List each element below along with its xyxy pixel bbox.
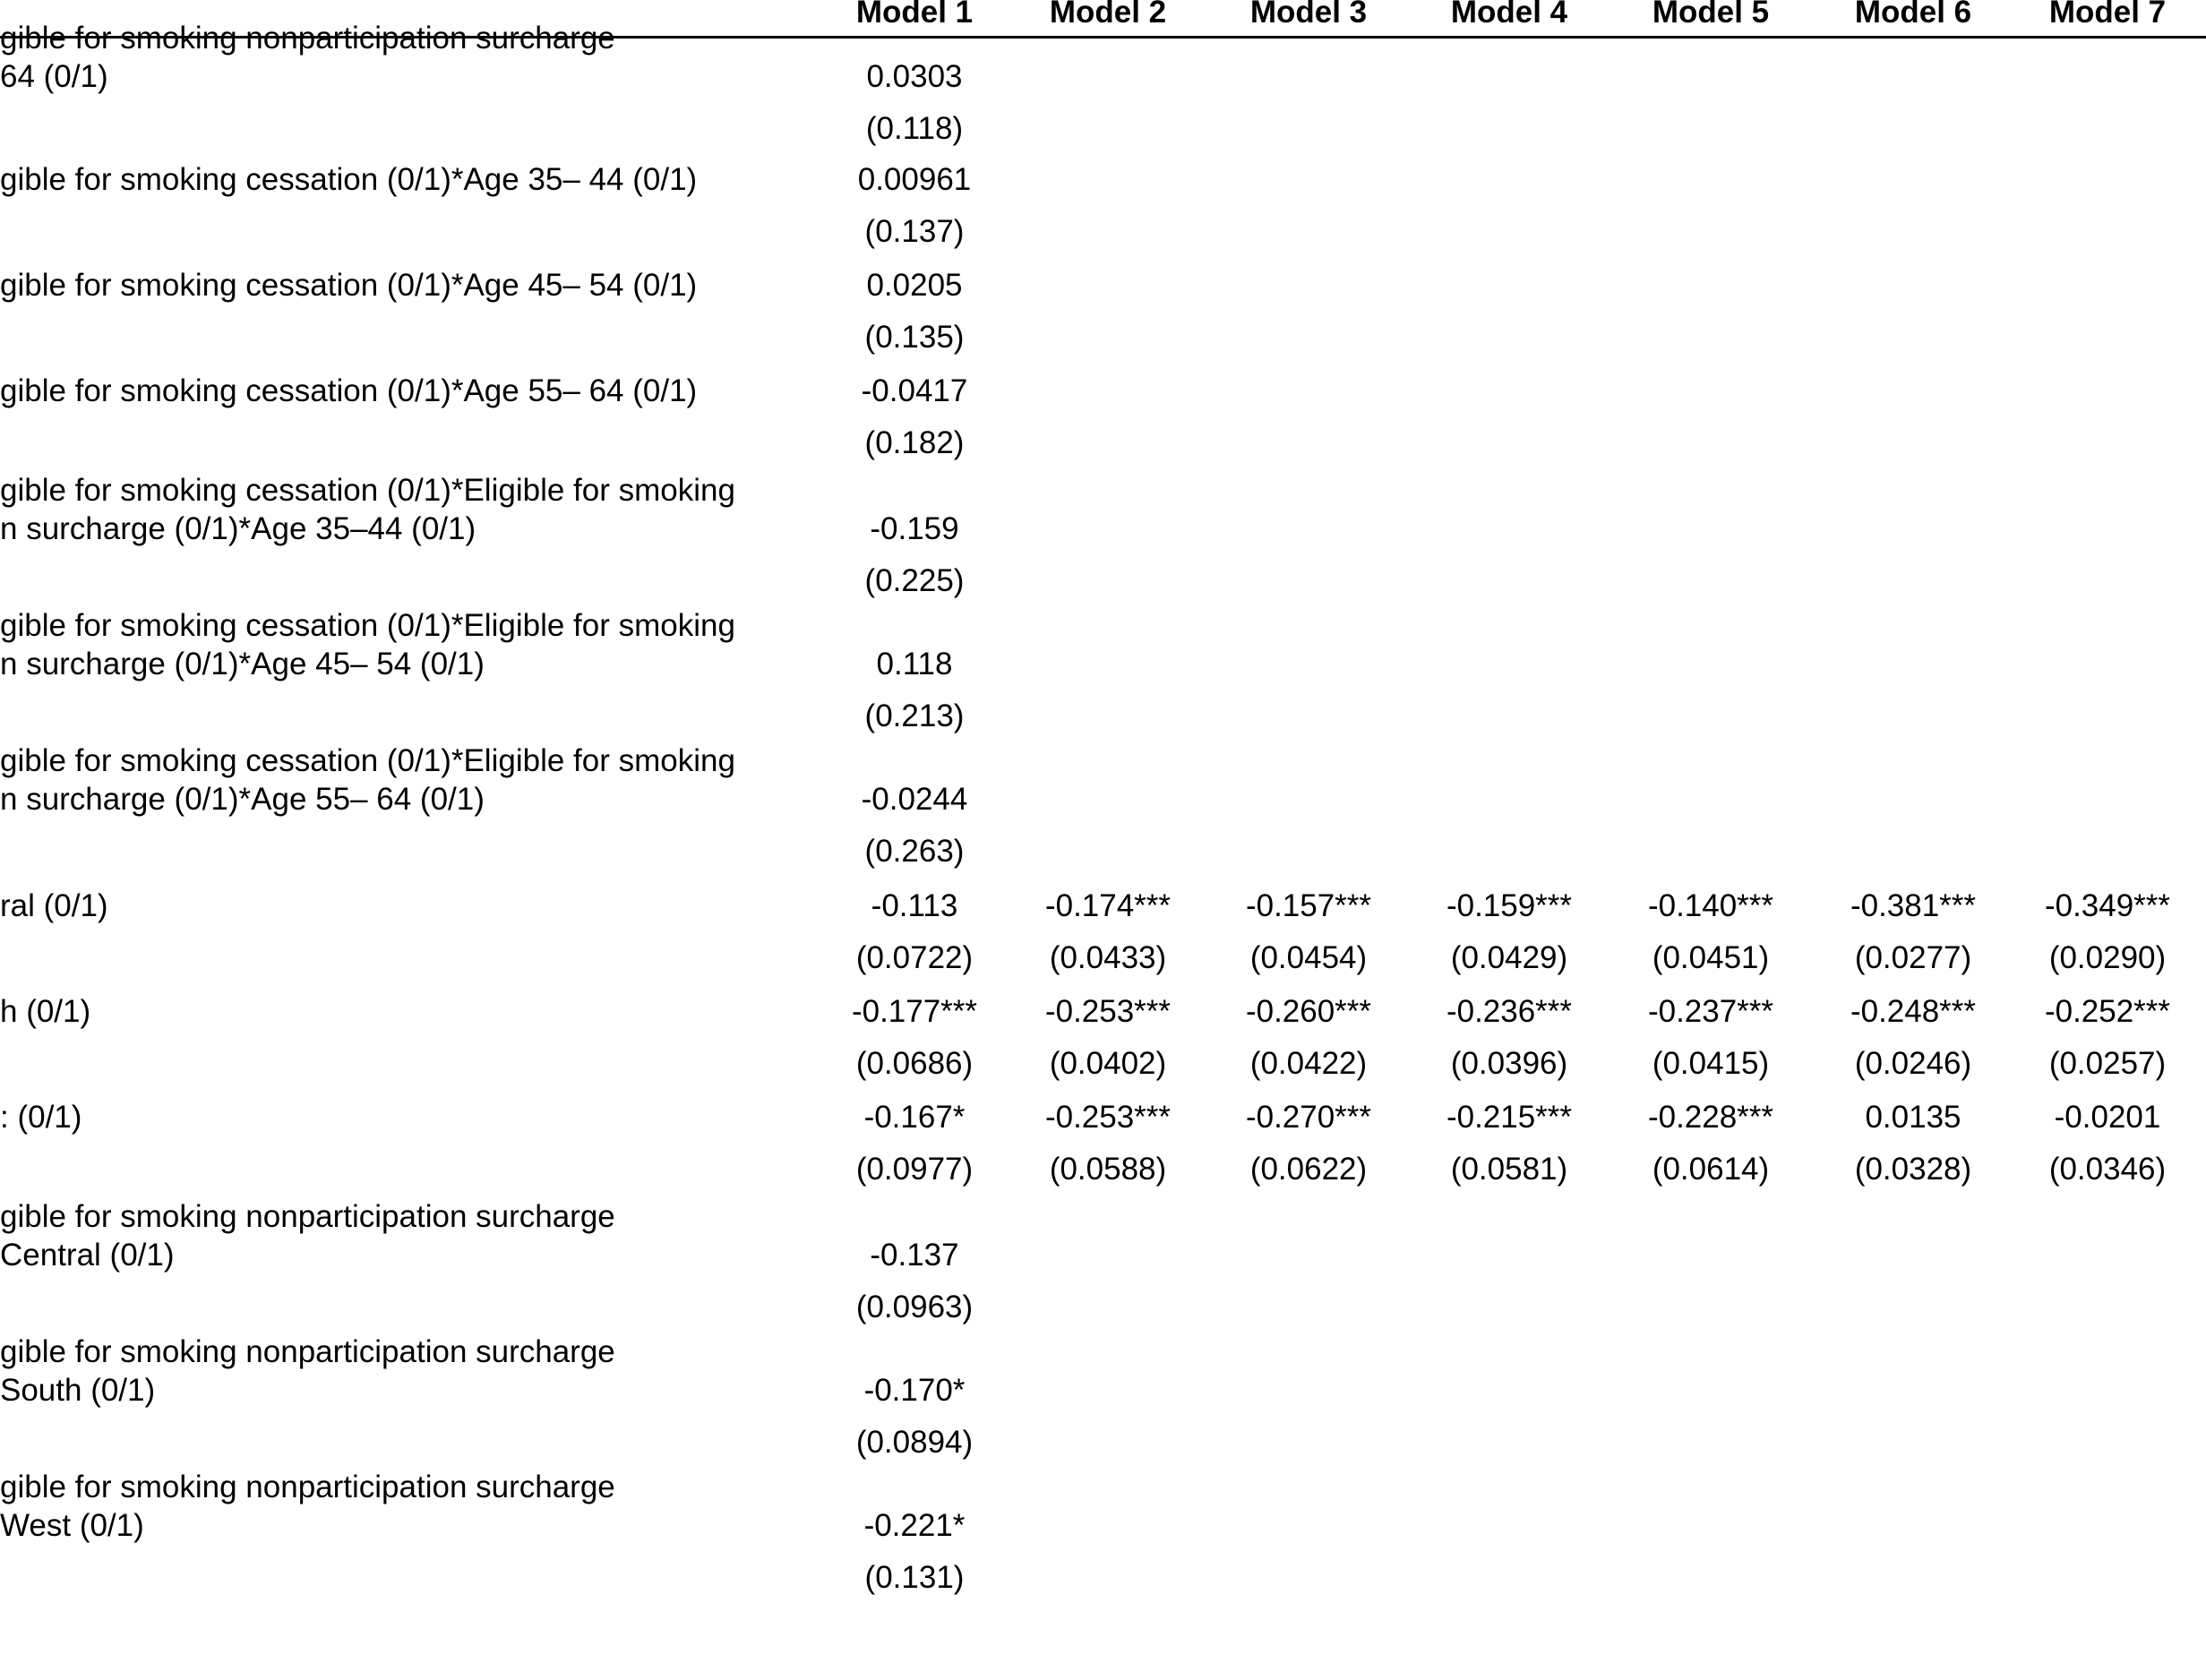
coefficient-cell: 0.118	[876, 647, 953, 681]
coefficient-cell: -0.157***	[1245, 888, 1372, 923]
standard-error-cell: (0.135)	[864, 320, 965, 355]
coefficient-cell: -0.167*	[863, 1100, 966, 1135]
coefficient-cell: -0.0417	[861, 373, 968, 408]
standard-error-cell: (0.0977)	[855, 1152, 974, 1187]
column-header-model-4: Model 4	[1450, 0, 1568, 30]
standard-error-cell: (0.0454)	[1249, 940, 1368, 975]
standard-error-cell: (0.0290)	[2048, 940, 2167, 975]
row-label: gible for smoking nonparticipation surcharge	[0, 1199, 615, 1234]
column-header-model-3: Model 3	[1249, 0, 1368, 30]
standard-error-cell: (0.0433)	[1049, 940, 1167, 975]
column-header-model-5: Model 5	[1652, 0, 1770, 30]
row-label: 64 (0/1)	[0, 59, 108, 94]
standard-error-cell: (0.0277)	[1854, 940, 1972, 975]
coefficient-cell: -0.236***	[1446, 994, 1573, 1029]
coefficient-cell: -0.253***	[1044, 994, 1172, 1029]
row-label: gible for smoking nonparticipation surcharge	[0, 1334, 615, 1369]
coefficient-cell: -0.170*	[863, 1373, 966, 1408]
standard-error-cell: (0.0722)	[855, 940, 974, 975]
standard-error-cell: (0.118)	[865, 111, 964, 146]
standard-error-cell: (0.0422)	[1249, 1046, 1368, 1081]
row-label: h (0/1)	[0, 994, 91, 1029]
coefficient-cell: -0.159***	[1446, 888, 1573, 923]
standard-error-cell: (0.225)	[864, 563, 965, 598]
column-header-model-7: Model 7	[2048, 0, 2167, 30]
coefficient-cell: 0.0135	[1865, 1100, 1961, 1135]
standard-error-cell: (0.0402)	[1049, 1046, 1167, 1081]
standard-error-cell: (0.0686)	[855, 1046, 974, 1081]
row-label: gible for smoking cessation (0/1)*Age 55– 64 (0/1)	[0, 373, 698, 408]
coefficient-cell: -0.113	[871, 888, 958, 923]
standard-error-cell: (0.0429)	[1450, 940, 1568, 975]
standard-error-cell: (0.0346)	[2048, 1152, 2167, 1187]
standard-error-cell: (0.131)	[864, 1560, 965, 1595]
coefficient-cell: 0.0303	[866, 59, 963, 94]
coefficient-cell: -0.270***	[1245, 1100, 1372, 1135]
coefficient-cell: -0.177***	[851, 994, 978, 1029]
coefficient-cell: -0.174***	[1044, 888, 1172, 923]
coefficient-cell: -0.237***	[1647, 994, 1774, 1029]
coefficient-cell: -0.137	[870, 1238, 959, 1273]
coefficient-cell: -0.253***	[1044, 1100, 1172, 1135]
row-label: n surcharge (0/1)*Age 55– 64 (0/1)	[0, 782, 485, 817]
row-label: gible for smoking cessation (0/1)*Eligible for smoking	[0, 608, 735, 643]
coefficient-cell: -0.252***	[2044, 994, 2171, 1029]
standard-error-cell: (0.0328)	[1854, 1152, 1972, 1187]
row-label: South (0/1)	[0, 1373, 156, 1408]
standard-error-cell: (0.263)	[864, 834, 965, 869]
row-label: gible for smoking cessation (0/1)*Age 45– 54 (0/1)	[0, 268, 698, 303]
standard-error-cell: (0.0894)	[855, 1425, 974, 1460]
standard-error-cell: (0.0588)	[1049, 1152, 1167, 1187]
coefficient-cell: -0.260***	[1245, 994, 1372, 1029]
coefficient-cell: -0.349***	[2044, 888, 2171, 923]
coefficient-cell: -0.248***	[1850, 994, 1977, 1029]
row-label: gible for smoking nonparticipation surcharge	[0, 1470, 615, 1504]
row-label: : (0/1)	[0, 1100, 82, 1135]
standard-error-cell: (0.0581)	[1450, 1152, 1568, 1187]
row-label: gible for smoking cessation (0/1)*Eligible for smoking	[0, 743, 735, 778]
standard-error-cell: (0.0257)	[2048, 1046, 2167, 1081]
standard-error-cell: (0.182)	[864, 425, 965, 460]
coefficient-cell: -0.159	[870, 511, 959, 546]
coefficient-cell: -0.0244	[861, 782, 968, 817]
row-label: gible for smoking cessation (0/1)*Age 35– 44 (0/1)	[0, 162, 698, 197]
row-label: West (0/1)	[0, 1508, 144, 1543]
column-header-model-6: Model 6	[1854, 0, 1972, 30]
row-label: n surcharge (0/1)*Age 45– 54 (0/1)	[0, 647, 485, 681]
coefficient-cell: -0.221*	[863, 1508, 966, 1543]
standard-error-cell: (0.213)	[864, 699, 965, 733]
standard-error-cell: (0.0963)	[855, 1290, 974, 1324]
coefficient-cell: -0.140***	[1647, 888, 1774, 923]
coefficient-cell: 0.0205	[866, 268, 963, 303]
standard-error-cell: (0.0396)	[1450, 1046, 1568, 1081]
standard-error-cell: (0.0451)	[1652, 940, 1770, 975]
column-header-model-2: Model 2	[1049, 0, 1167, 30]
row-label: Central (0/1)	[0, 1238, 175, 1273]
row-label: n surcharge (0/1)*Age 35–44 (0/1)	[0, 511, 476, 546]
standard-error-cell: (0.0415)	[1652, 1046, 1770, 1081]
row-label: gible for smoking cessation (0/1)*Eligible for smoking	[0, 473, 735, 508]
row-label: ral (0/1)	[0, 888, 108, 923]
standard-error-cell: (0.0622)	[1249, 1152, 1368, 1187]
coefficient-cell: 0.00961	[857, 162, 972, 197]
column-header-model-1: Model 1	[855, 0, 974, 30]
standard-error-cell: (0.0246)	[1854, 1046, 1972, 1081]
standard-error-cell: (0.137)	[864, 214, 965, 249]
standard-error-cell: (0.0614)	[1652, 1152, 1770, 1187]
coefficient-cell: -0.215***	[1446, 1100, 1573, 1135]
coefficient-cell: -0.228***	[1647, 1100, 1774, 1135]
row-label: gible for smoking nonparticipation surcharge	[0, 21, 615, 56]
coefficient-cell: -0.381***	[1850, 888, 1977, 923]
coefficient-cell: -0.0201	[2054, 1100, 2161, 1135]
